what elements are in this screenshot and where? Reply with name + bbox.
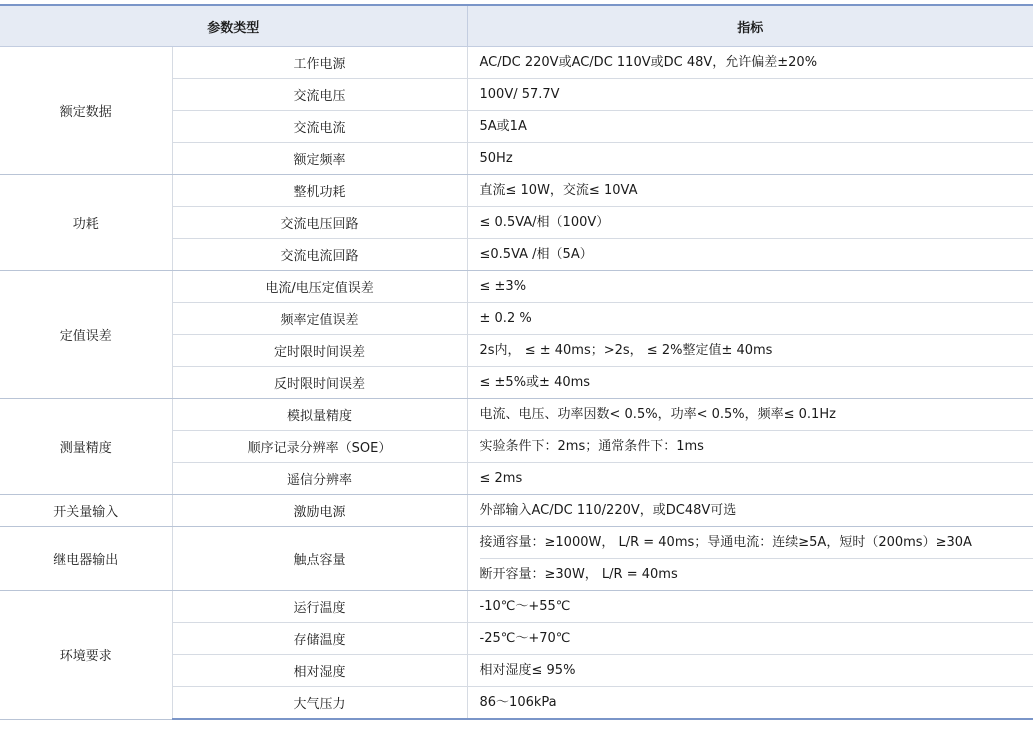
category-cell: 额定数据 [0,47,172,175]
indicator-value-cell [467,335,1033,367]
indicator-value-cell [467,367,1033,399]
indicator-value-line: ≤ 2ms [479,471,523,486]
indicator-value-cell [467,47,1033,79]
indicator-value-line: 外部输入AC/DC 110/220V，或DC48V可选 [479,503,737,518]
table-row [0,47,1033,79]
indicator-value-cell [467,79,1033,111]
parameter-name-cell: 定时限时间误差 [172,335,467,367]
table-row [0,495,1033,527]
indicator-value-cell [467,527,1033,591]
category-cell: 测量精度 [0,399,172,495]
indicator-value-line: AC/DC 220V或AC/DC 110V或DC 48V，允许偏差±20% [479,55,818,70]
parameter-name-cell: 相对湿度 [172,655,467,687]
indicator-value-line: ≤0.5VA /相（5A） [479,247,593,262]
indicator-value-cell [467,591,1033,623]
category-cell: 功耗 [0,175,172,271]
indicator-value-line: 直流≤ 10W，交流≤ 10VA [479,183,638,198]
parameter-name-cell: 遥信分辨率 [172,463,467,495]
indicator-value-cell [467,495,1033,527]
table-row [0,271,1033,303]
indicator-value-line: ≤ 0.5VA/相（100V） [479,215,610,230]
parameter-name-cell: 交流电流 [172,111,467,143]
category-cell: 开关量输入 [0,495,172,527]
indicator-value-line: 100V/ 57.7V [479,87,560,102]
indicator-value-line: 实验条件下：2ms；通常条件下：1ms [479,439,704,454]
parameter-name-cell: 交流电压回路 [172,207,467,239]
parameter-name-cell: 模拟量精度 [172,399,467,431]
indicator-value-line: 50Hz [479,151,513,166]
indicator-value-line: 接通容量：≥1000W， L/R = 40ms；导通电流：连续≥5A，短时（200ms）≥30A [479,535,972,550]
indicator-value-cell [467,303,1033,335]
header-indicator: 指标 [467,5,1033,47]
parameter-name-cell: 反时限时间误差 [172,367,467,399]
parameter-name-cell: 交流电压 [172,79,467,111]
parameter-name-cell: 存储温度 [172,623,467,655]
indicator-value-line: 5A或1A [479,119,527,134]
parameter-name-cell: 交流电流回路 [172,239,467,271]
parameter-name-cell: 频率定值误差 [172,303,467,335]
parameter-name-cell: 电流/电压定值误差 [172,271,467,303]
header-param-type: 参数类型 [0,5,467,47]
indicator-value-cell [467,399,1033,431]
indicator-value-cell [467,239,1033,271]
category-cell: 定值误差 [0,271,172,399]
category-cell: 环境要求 [0,591,172,720]
indicator-value-line: 86～106kPa [479,695,557,710]
spec-table [0,4,1033,720]
indicator-value-line: 电流、电压、功率因数< 0.5%，功率< 0.5%，频率≤ 0.1Hz [479,407,836,422]
indicator-value-line: -10℃～+55℃ [479,599,571,614]
parameter-name-cell: 顺序记录分辨率（SOE） [172,431,467,463]
table-row [0,175,1033,207]
header-row [0,5,1033,47]
indicator-value-line: ± 0.2 % [479,311,532,326]
table-row [0,591,1033,623]
indicator-value-line: ≤ ±3% [479,279,527,294]
indicator-value-cell [467,111,1033,143]
parameter-name-cell: 触点容量 [172,527,467,591]
table-body [0,47,1033,720]
category-cell: 继电器输出 [0,527,172,591]
table-header [0,5,1033,47]
parameter-name-cell: 整机功耗 [172,175,467,207]
indicator-value-cell [467,431,1033,463]
indicator-value-cell [467,175,1033,207]
indicator-value-line: 2s内， ≤ ± 40ms；>2s， ≤ 2%整定值± 40ms [479,343,773,358]
table-row [0,399,1033,431]
parameter-name-cell: 激励电源 [172,495,467,527]
indicator-value-cell [467,463,1033,495]
indicator-value-line: 相对湿度≤ 95% [479,663,576,678]
parameter-name-cell: 运行温度 [172,591,467,623]
indicator-value-cell [467,655,1033,687]
indicator-value-cell [467,687,1033,720]
indicator-value-cell [467,143,1033,175]
indicator-value-line: 断开容量：≥30W， L/R = 40ms [480,558,1033,590]
indicator-value-line: ≤ ±5%或± 40ms [479,375,591,390]
indicator-value-cell [467,207,1033,239]
parameter-name-cell: 工作电源 [172,47,467,79]
parameter-name-cell: 大气压力 [172,687,467,720]
indicator-value-cell [467,271,1033,303]
indicator-value-line: -25℃～+70℃ [479,631,571,646]
table-row [0,527,1033,591]
parameter-name-cell: 额定频率 [172,143,467,175]
indicator-value-cell [467,623,1033,655]
